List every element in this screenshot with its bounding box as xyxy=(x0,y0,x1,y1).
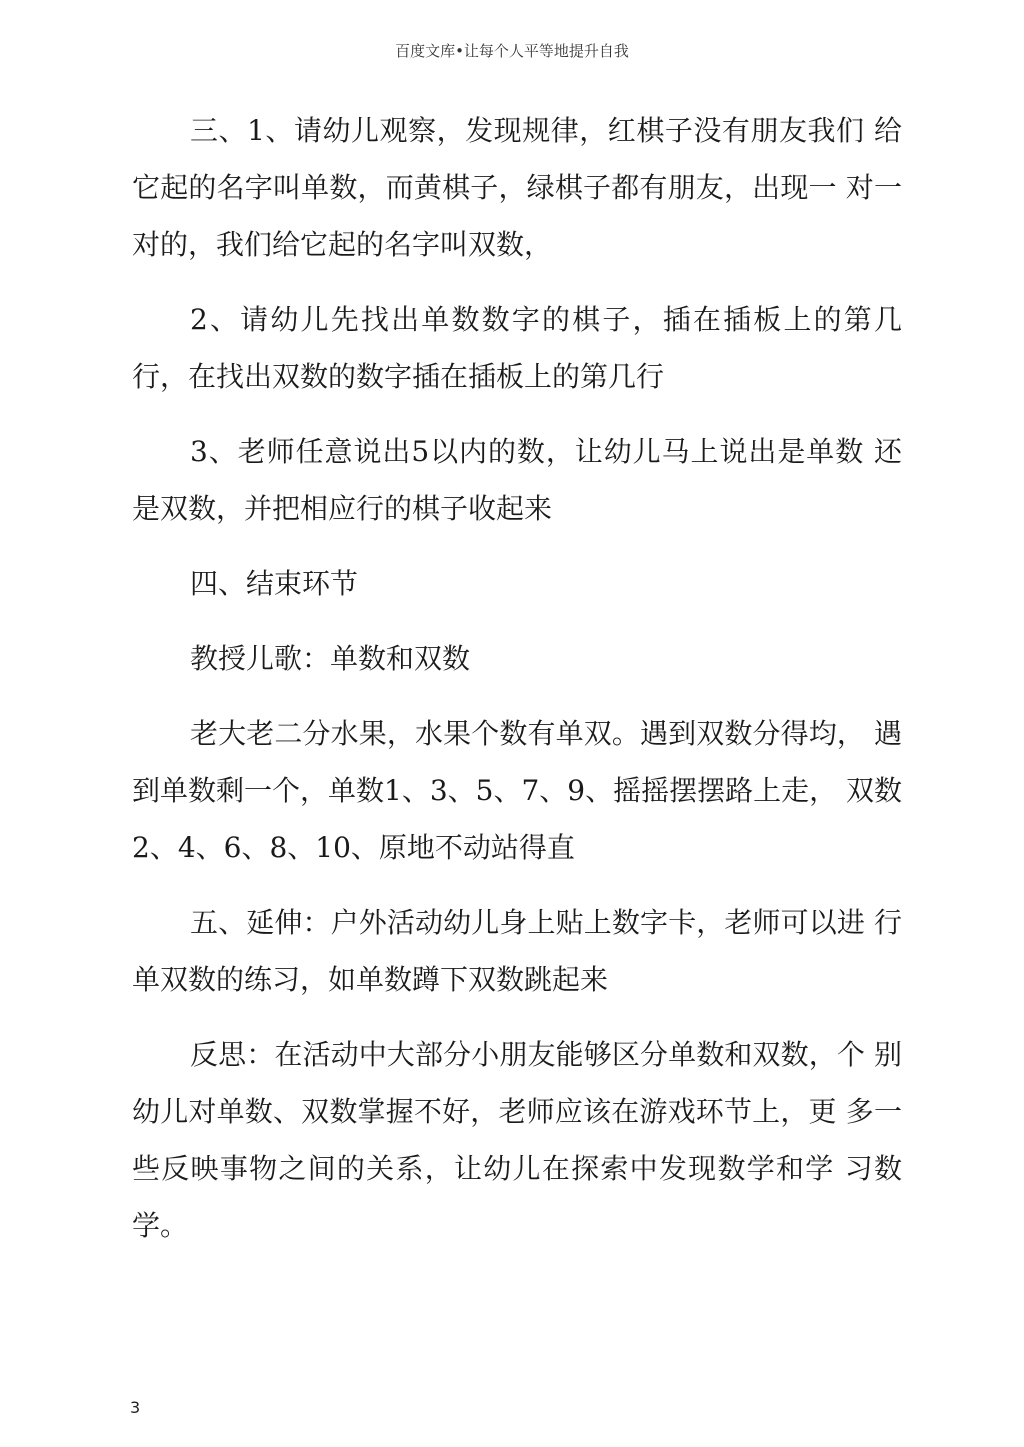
paragraph-observe-rule: 三、1、请幼儿观察，发现规律，红棋子没有朋友我们 给它起的名字叫单数，而黄棋子，绿棋子都有朋友，出现一 对一对的，我们给它起的名字叫双数， xyxy=(132,114,902,261)
paragraph-reflection: 反思：在活动中大部分小朋友能够区分单数和双数，个 别幼儿对单数、双数掌握不好，老师应该在游戏环节上，更 多一些反映事物之间的关系，让幼儿在探索中发现数学和学 习数学。 xyxy=(132,1038,902,1242)
paragraph-teacher-says: 3、老师任意说出5以内的数，让幼儿马上说出是单数 还是双数，并把相应行的棋子收起来 xyxy=(132,435,902,525)
paragraph-extension: 五、延伸：户外活动幼儿身上贴上数字卡，老师可以进 行单双数的练习，如单数蹲下双数跳起来 xyxy=(132,906,902,996)
paragraph-find-pieces: 2、请幼儿先找出单数数字的棋子，插在插板上的第几 行，在找出双数的数字插在插板上的第几行 xyxy=(132,303,902,393)
document-body xyxy=(132,102,902,1272)
document-header: 百度文库•让每个人平等地提升自我 xyxy=(395,42,629,60)
section-heading-ending: 四、结束环节 xyxy=(190,567,359,600)
paragraph-nursery-rhyme: 老大老二分水果，水果个数有单双。遇到双数分得均， 遇到单数剩一个，单数1、3、5、7、9、摇摇摆摆路上走， 双数2、4、6、8、10、原地不动站得直 xyxy=(132,717,902,864)
paragraph-nursery-rhyme-title: 教授儿歌：单数和双数 xyxy=(190,642,471,675)
page-number: 3 xyxy=(130,1398,141,1417)
